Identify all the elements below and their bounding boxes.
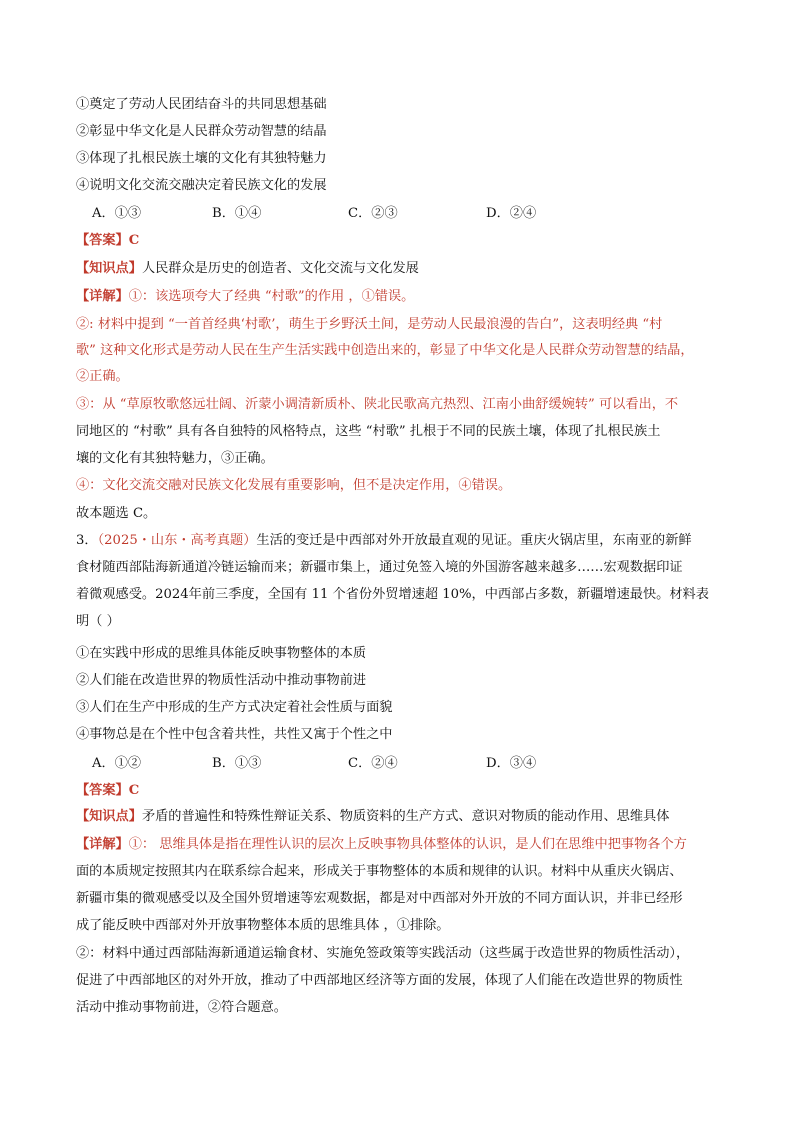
answer-value: C xyxy=(128,233,140,248)
q3-option-c: C．②④ xyxy=(348,756,398,771)
q3-stem-line-2: 食材随西部陆海新通道冷链运输而来；新疆市集上，通过免签入境的外国游客越来越多……宏观数据印证 xyxy=(76,560,683,575)
q2-option-c: C．②③ xyxy=(348,206,398,221)
detail-text: ①： 思维具体是指在理性认识的层次上反映事物具体整体的认识，是人们在思维中把事物各个方 xyxy=(128,837,687,852)
q2-detail-2-line-2: 歌” 这种文化形式是劳动人民在生产生活实践中创造出来的，彰显了中华文化是人民群众劳动智慧的结晶， xyxy=(76,343,694,358)
q3-detail-1-line-1 xyxy=(76,836,724,854)
detail-text: ①：该选项夸大了经典 “村歌”的作用 ，①错误。 xyxy=(128,289,415,304)
q3-statement-3: ③人们在生产中形成的生产方式决定着社会性质与面貌 xyxy=(76,700,393,715)
q2-statement-4: ④说明文化交流交融决定着民族文化的发展 xyxy=(76,178,327,193)
q2-option-a: A．①③ xyxy=(92,206,142,221)
q3-stem-text: 生活的变迁是中西部对外开放最直观的见证。重庆火锅店里，东南亚的新鲜 xyxy=(256,533,692,548)
answer-tag: 【答案】 xyxy=(76,233,129,248)
q2-detail-4: ④：文化交流交融对民族文化发展有重要影响，但不是决定作用，④错误。 xyxy=(76,478,512,493)
knowledge-text: 人民群众是历史的创造者、文化交流与文化发展 xyxy=(141,261,419,276)
knowledge-text: 矛盾的普遍性和特殊性辩证关系、物质资料的生产方式、意识对物质的能动作用、思维具体 xyxy=(141,809,670,824)
q2-detail-line-1 xyxy=(76,288,724,306)
q2-statement-3: ③体现了扎根民族土壤的文化有其独特魅力 xyxy=(76,151,327,166)
q3-detail-1-line-4: 成了能反映中西部对外开放事物整体本质的思维具体 ，①排除。 xyxy=(76,918,450,933)
q3-answer-line xyxy=(76,782,724,800)
q3-number: 3． xyxy=(76,533,98,548)
q3-detail-2-line-2: 促进了中西部地区的对外开放，推动了中西部地区经济等方面的发展，体现了人们能在改造世界的物质性 xyxy=(76,973,683,988)
q2-detail-3-line-1: ③：从 “草原牧歌悠远壮阔、沂蒙小调清新质朴、陕北民歌高亢热烈、江南小曲舒缓婉转” 可以看出，不 xyxy=(76,397,679,412)
q3-detail-1-line-2: 面的本质规定按照其内在联系综合起来，形成关于事物整体的本质和规律的认识。材料中从重庆火锅店、 xyxy=(76,864,683,879)
q2-detail-2-line-3: ②正确。 xyxy=(76,369,129,384)
q2-option-b: B．①④ xyxy=(212,206,262,221)
q3-statement-2: ②人们能在改造世界的物质性活动中推动事物前进 xyxy=(76,673,367,688)
q2-detail-2-line-1: ②: 材料中提到 “一首首经典‘村歌’，萌生于乡野沃土间，是劳动人民最浪漫的告白”，这表明经典 “村 xyxy=(76,317,663,332)
q3-knowledge-line xyxy=(76,808,724,826)
q3-source: （2025・山东・高考真题） xyxy=(97,533,257,548)
q2-detail-3-line-2: 同地区的 “村歌” 具有各自独特的风格特点，这些 “村歌” 扎根于不同的民族土壤，体现了扎根民族土 xyxy=(76,424,661,439)
q3-option-a: A．①② xyxy=(92,756,142,771)
answer-tag: 【答案】 xyxy=(76,783,129,798)
knowledge-tag: 【知识点】 xyxy=(76,809,142,824)
q3-detail-2-line-3: 活动中推动事物前进，②符合题意。 xyxy=(76,1000,287,1015)
q3-option-b: B．①③ xyxy=(212,756,262,771)
detail-tag: 【详解】 xyxy=(76,837,129,852)
q3-stem-line-3: 着微观感受。2024年前三季度，全国有 11 个省份外贸增速超 10%，中西部占多数，新疆增速最快。材料表 xyxy=(76,587,709,602)
q2-conclusion: 故本题选 C。 xyxy=(76,506,157,521)
q2-knowledge-line xyxy=(76,260,724,278)
q2-answer-line xyxy=(76,232,724,250)
detail-tag: 【详解】 xyxy=(76,289,129,304)
q2-statement-1: ①奠定了劳动人民团结奋斗的共同思想基础 xyxy=(76,97,327,112)
knowledge-tag: 【知识点】 xyxy=(76,261,142,276)
q2-option-d: D．②④ xyxy=(486,206,537,221)
q2-statement-2: ②彰显中华文化是人民群众劳动智慧的结晶 xyxy=(76,124,327,139)
q2-detail-3-line-3: 壤的文化有其独特魅力，③正确。 xyxy=(76,451,274,466)
q3-detail-2-line-1: ②：材料中通过西部陆海新通道运输食材、实施免签政策等实践活动（这些属于改造世界的物质性活动）， xyxy=(76,946,690,961)
q3-stem-line-4: 明（ ） xyxy=(76,614,120,629)
q3-statement-1: ①在实践中形成的思维具体能反映事物整体的本质 xyxy=(76,646,367,661)
q3-detail-1-line-3: 新疆市集的微观感受以及全国外贸增速等宏观数据，都是对中西部对外开放的不同方面认识，并非已经形 xyxy=(76,891,683,906)
q3-statement-4: ④事物总是在个性中包含着共性，共性又寓于个性之中 xyxy=(76,727,393,742)
q3-stem-line-1 xyxy=(76,532,724,550)
answer-value: C xyxy=(128,783,140,798)
q3-option-d: D．③④ xyxy=(486,756,537,771)
